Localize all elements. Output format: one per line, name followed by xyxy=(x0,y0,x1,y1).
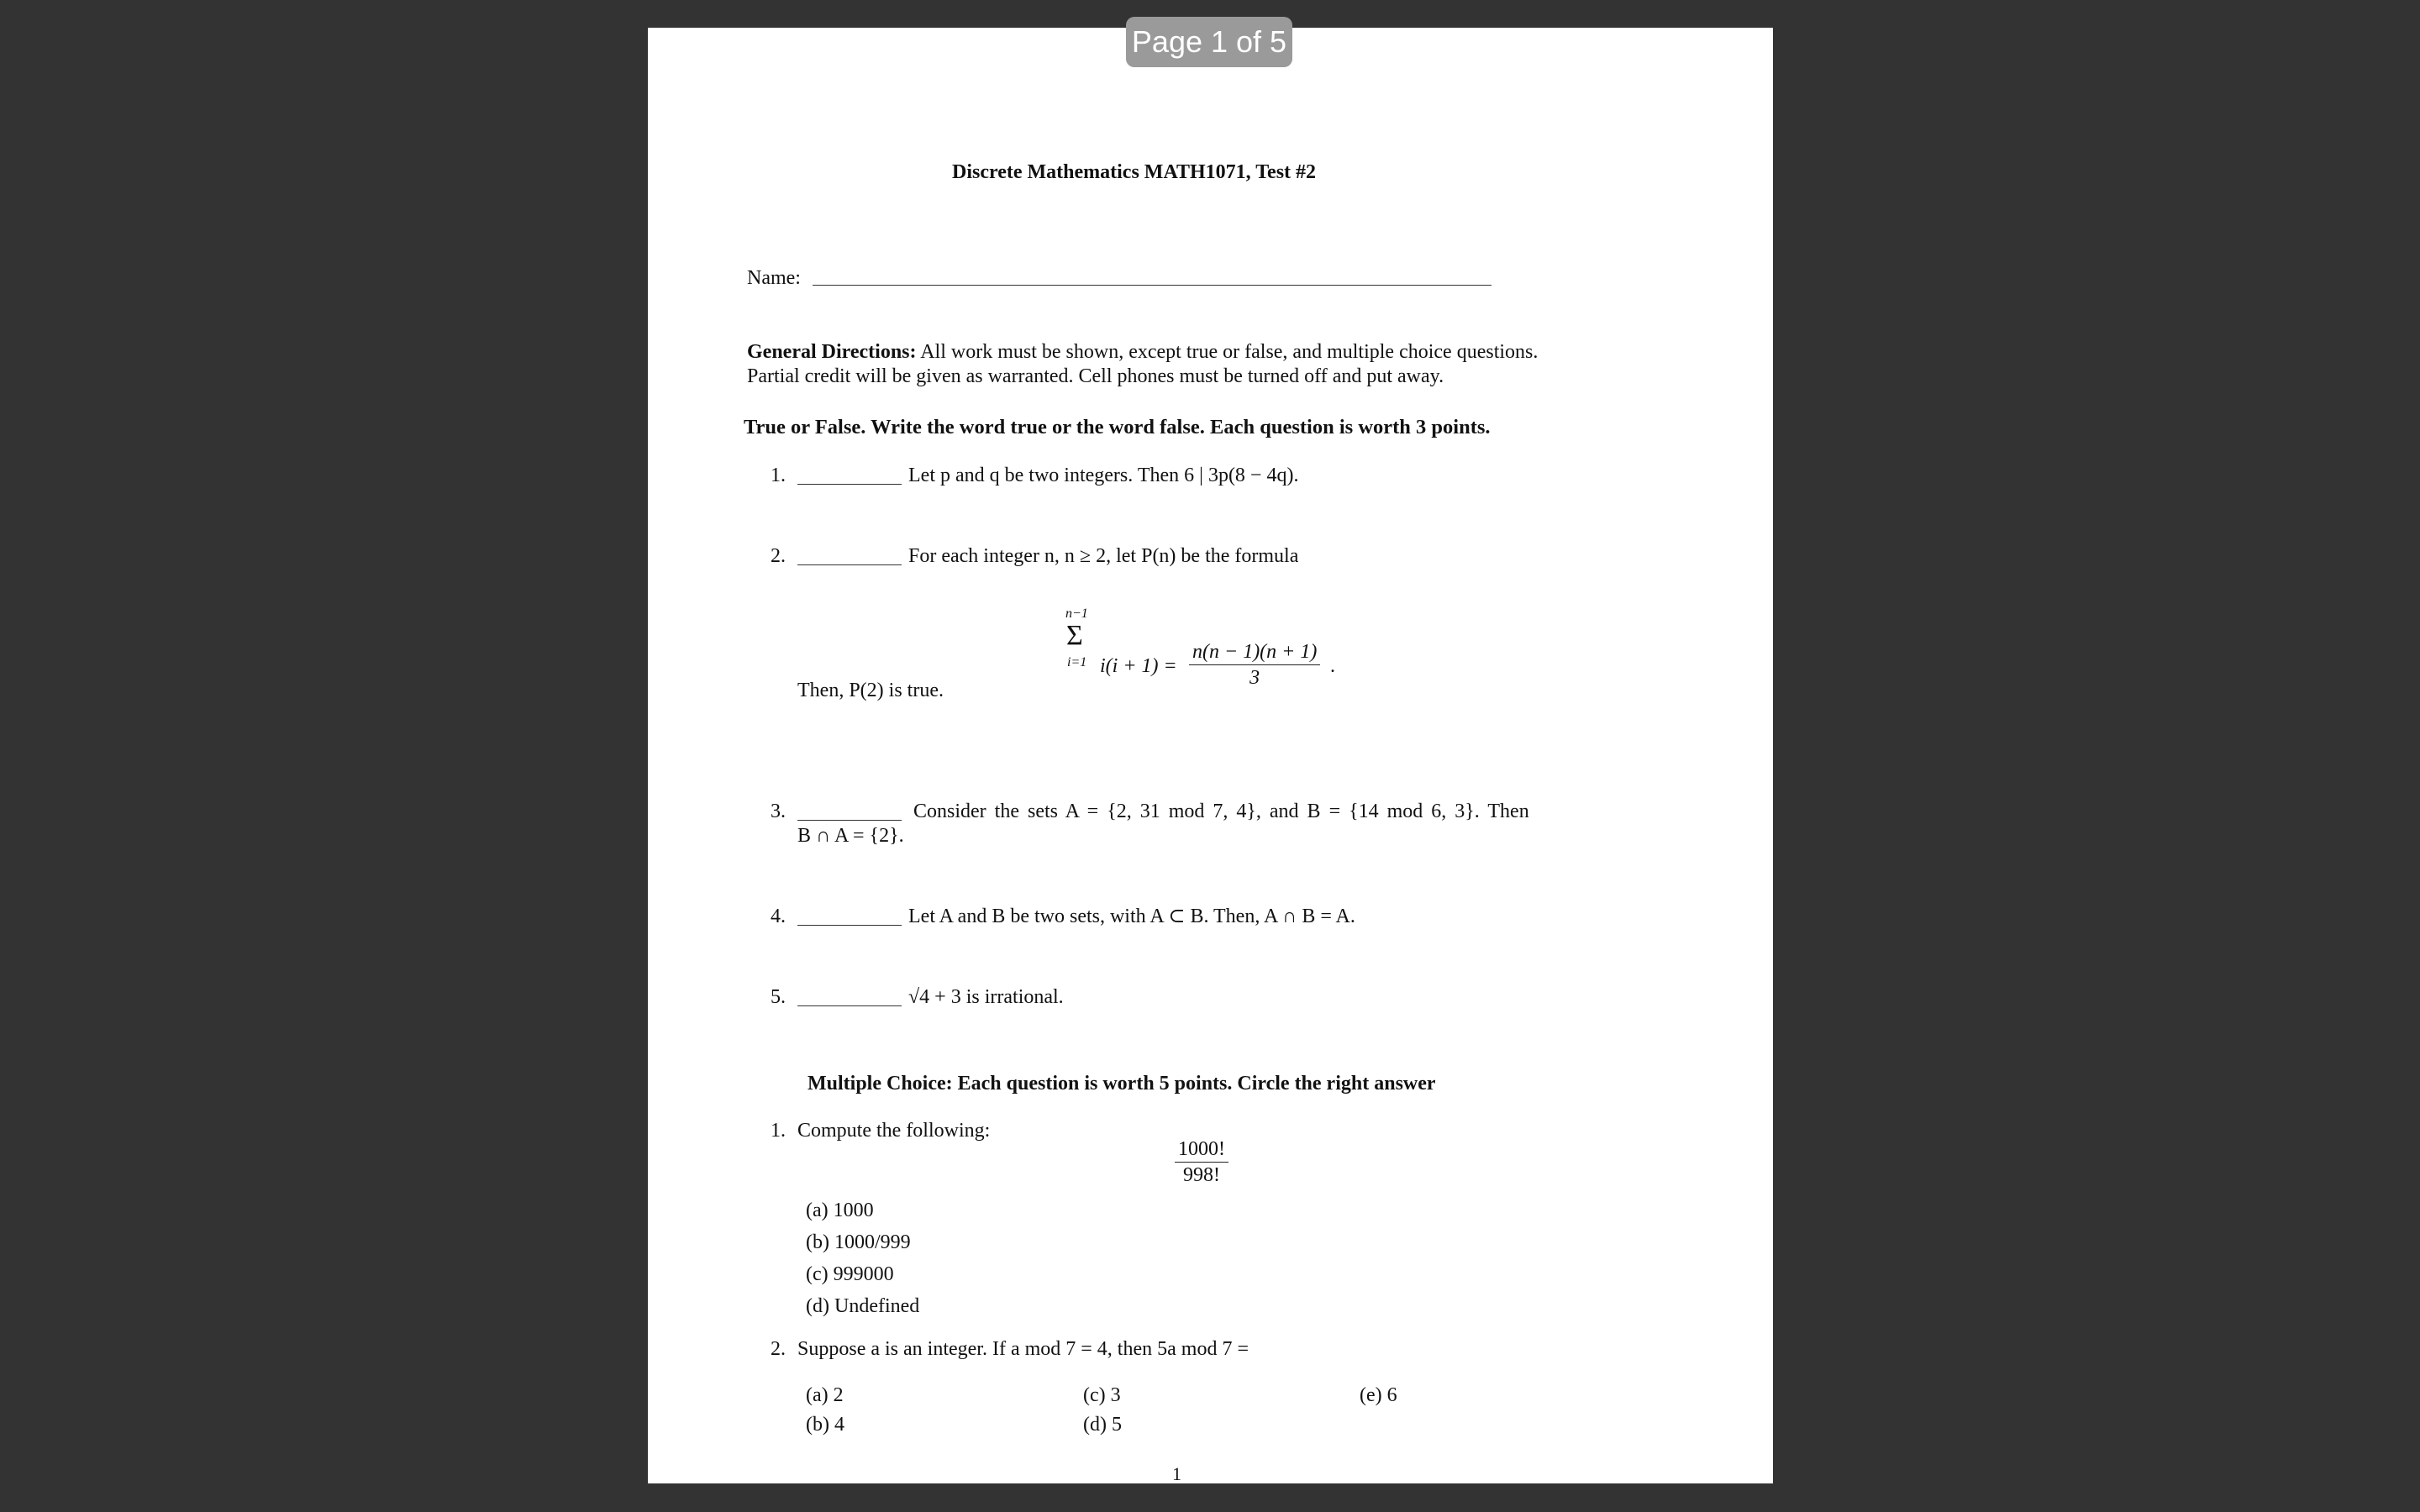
tf-header: True or False. Write the word true or the word false. Each question is worth 3 points. xyxy=(744,416,1491,438)
sum-lower-limit: i=1 xyxy=(1067,655,1087,669)
mc-option[interactable]: (d) Undefined xyxy=(806,1295,920,1317)
pdf-page xyxy=(648,28,1773,1483)
mc-option[interactable]: (c) 3 xyxy=(1083,1384,1121,1406)
tf-question: For each integer n, n ≥ 2, let P(n) be the formula xyxy=(908,545,1299,567)
answer-blank[interactable] xyxy=(797,1005,902,1006)
page-number: 1 xyxy=(1172,1463,1181,1484)
mc-option[interactable]: (d) 5 xyxy=(1083,1414,1122,1436)
mc-option[interactable]: (b) 1000/999 xyxy=(806,1231,911,1253)
tf-question-cont: B ∩ A = {2}. xyxy=(797,825,904,847)
fraction-numerator: 1000! xyxy=(1175,1137,1228,1163)
name-label: Name: xyxy=(747,267,801,289)
tf-question: Consider the sets A = {2, 31 mod 7, 4}, and B = {14 mod 6, 3}. Then xyxy=(913,801,1529,822)
sigma-symbol: Σ xyxy=(1066,620,1083,651)
tf-number: 1. xyxy=(771,465,786,486)
directions-line2: Partial credit will be given as warranted. Cell phones must be turned off and put away. xyxy=(747,365,1444,387)
tf-number: 2. xyxy=(771,545,786,567)
mc-number: 2. xyxy=(771,1338,786,1360)
tf-number: 5. xyxy=(771,986,786,1008)
formula-fraction xyxy=(1189,639,1320,690)
fraction-denominator: 998! xyxy=(1183,1164,1220,1186)
fraction-denominator: 3 xyxy=(1249,667,1260,689)
directions-label: General Directions: xyxy=(747,341,917,363)
mc-option[interactable]: (a) 2 xyxy=(806,1384,844,1406)
answer-blank[interactable] xyxy=(797,925,902,926)
tf-question: Let A and B be two sets, with A ⊂ B. Then, A ∩ B = A. xyxy=(908,906,1355,927)
sum-upper-limit: n−1 xyxy=(1065,606,1088,621)
tf-question: Let p and q be two integers. Then 6 | 3p(8 − 4q). xyxy=(908,465,1299,486)
directions-line1: All work must be shown, except true or false, and multiple choice questions. xyxy=(920,341,1539,363)
tf-question: √4 + 3 is irrational. xyxy=(908,986,1064,1008)
fraction-numerator: n(n − 1)(n + 1) xyxy=(1189,639,1320,665)
formula-end: . xyxy=(1330,655,1335,677)
mc-header: Multiple Choice: Each question is worth 5 points. Circle the right answer xyxy=(808,1073,1436,1095)
mc-option[interactable]: (a) 1000 xyxy=(806,1200,874,1221)
name-blank xyxy=(813,285,1491,286)
mc-question: Suppose a is an integer. If a mod 7 = 4, then 5a mod 7 = xyxy=(797,1338,1249,1360)
tf-number: 4. xyxy=(771,906,786,927)
mc-question: Compute the following: xyxy=(797,1120,991,1142)
exam-title: Discrete Mathematics MATH1071, Test #2 xyxy=(952,161,1317,183)
mc-option[interactable]: (e) 6 xyxy=(1360,1384,1397,1406)
mc1-fraction xyxy=(1175,1137,1228,1188)
tf-number: 3. xyxy=(771,801,786,822)
answer-blank[interactable] xyxy=(797,484,902,485)
page-indicator: Page 1 of 5 xyxy=(1126,17,1292,67)
mc-option[interactable]: (b) 4 xyxy=(806,1414,844,1436)
mc-number: 1. xyxy=(771,1120,786,1142)
summand: i(i + 1) = xyxy=(1100,655,1177,677)
answer-blank[interactable] xyxy=(797,564,902,565)
directions xyxy=(747,339,1538,365)
mc-option[interactable]: (c) 999000 xyxy=(806,1263,894,1285)
answer-blank[interactable] xyxy=(797,820,902,821)
tf2-conclusion: Then, P(2) is true. xyxy=(797,680,944,701)
